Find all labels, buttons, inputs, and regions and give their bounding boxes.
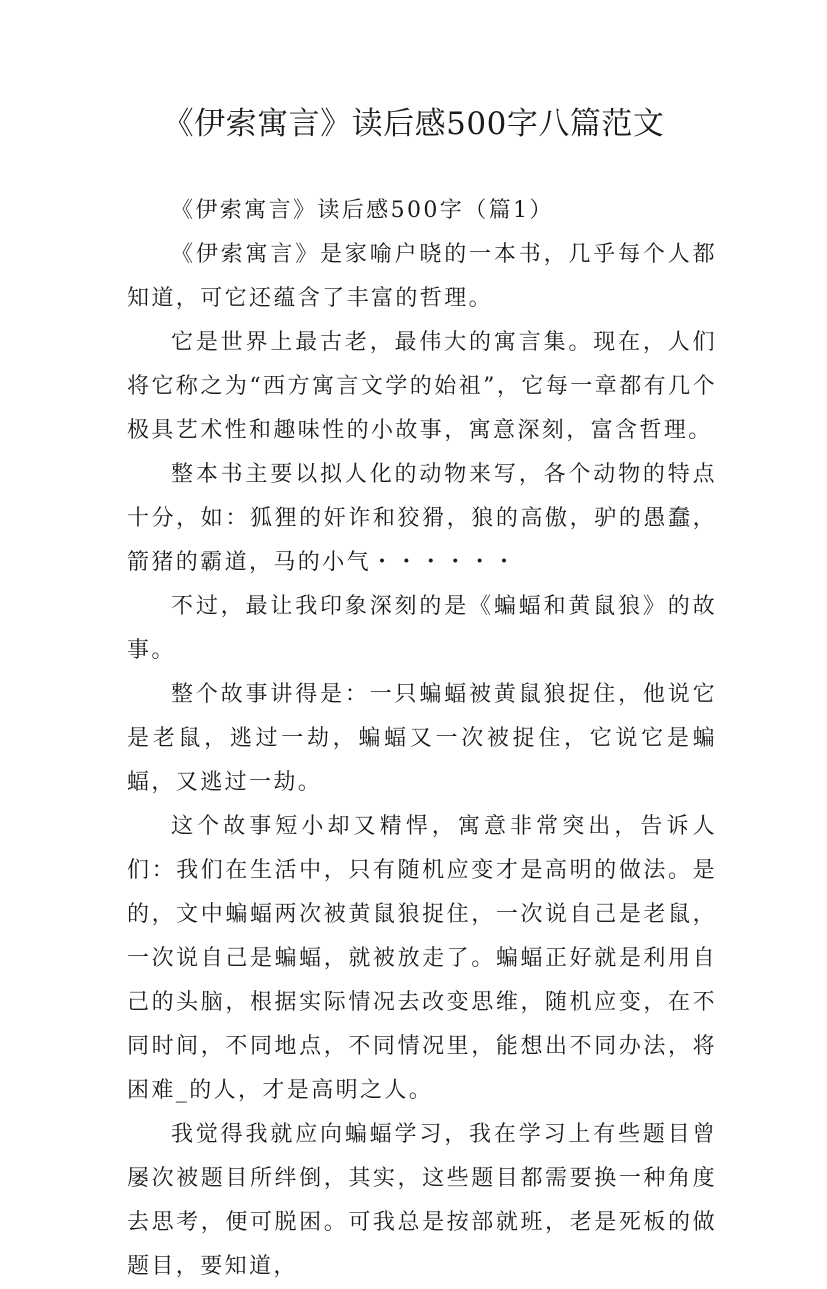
document-body (127, 189, 717, 1289)
paragraph: 我觉得我就应向蝙蝠学习，我在学习上有些题目曾屡次被题目所绊倒，其实，这些题目都需要换一种角度去思考，便可脱困。可我总是按部就班，老是死板的做题目，要知道， (127, 1122, 717, 1279)
paragraph: 它是世界上最古老，最伟大的寓言集。现在，人们将它称之为“西方寓言文学的始祖”，它每一章都有几个极具艺术性和趣味性的小故事，寓意深刻，富含哲理。 (127, 330, 717, 443)
paragraph: 《伊索寓言》是家喻户晓的一本书，几乎每个人都知道，可它还蕴含了丰富的哲理。 (127, 242, 717, 311)
paragraph: 整本书主要以拟人化的动物来写，各个动物的特点十分，如：狐狸的奸诈和狡猾，狼的高傲，驴的愚蠢，箭猪的霸道，马的小气・・・・・・ (127, 462, 717, 575)
paragraph: 整个故事讲得是：一只蝙蝠被黄鼠狼捉住，他说它是老鼠，逃过一劫，蝙蝠又一次被捉住，它说它是蝙蝠，又逃过一劫。 (127, 682, 717, 795)
document-title: 《伊索寓言》读后感500字八篇范文 (162, 106, 665, 142)
paragraph: 这个故事短小却又精悍，寓意非常突出，告诉人们：我们在生活中，只有随机应变才是高明的做法。是的，文中蝙蝠两次被黄鼠狼捉住，一次说自己是老鼠，一次说自己是蝙蝠，就被放走了。蝙蝠正好就是利用自己的头脑，根据实际情况去改变思维，随机应变，在不同时间，不同地点，不同情况里，能想出不同办法，将困难_的人，才是高明之人。 (127, 814, 717, 1103)
paragraph: 不过，最让我印象深刻的是《蝙蝠和黄鼠狼》的故事。 (127, 594, 717, 663)
section-heading: 《伊索寓言》读后感500字（篇1） (171, 198, 554, 223)
